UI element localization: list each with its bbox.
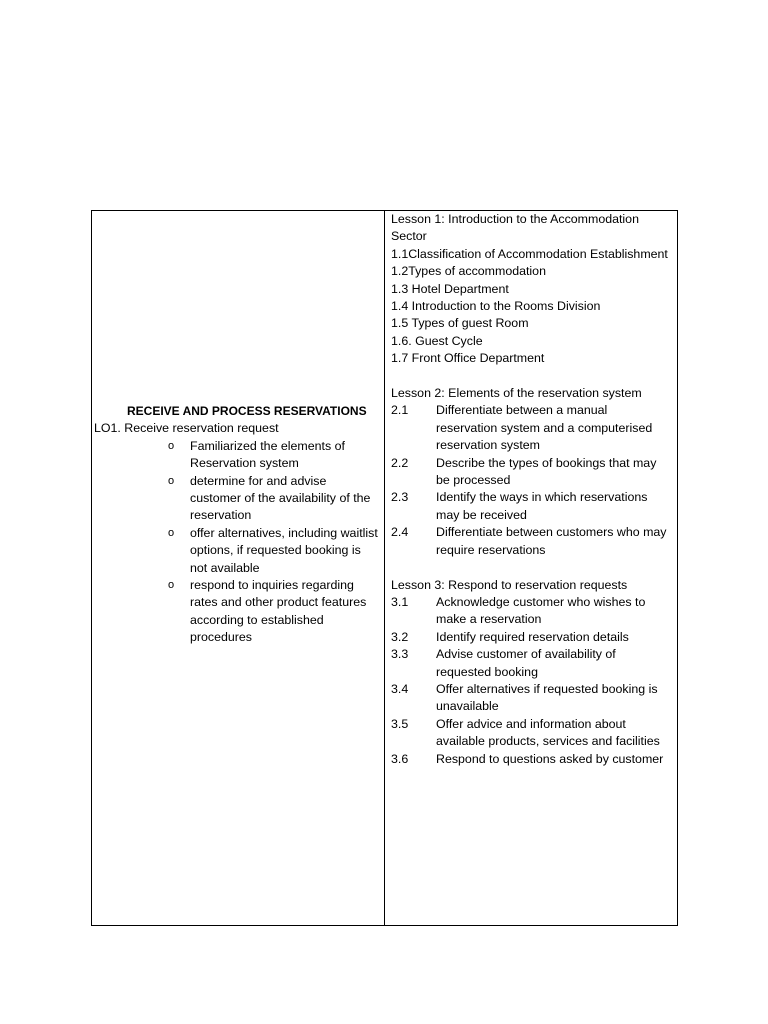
item-text: Offer alternatives if requested booking is unavailable bbox=[436, 681, 658, 714]
item-text: Differentiate between a manual reservation system and a computerised reservation system bbox=[436, 403, 653, 453]
bullet-text: determine for and advise customer of the availability of the reservation bbox=[190, 473, 371, 523]
item-text: Offer advice and information about available products, services and facilities bbox=[436, 716, 660, 749]
lesson-1-item: 1.2Types of accommodation bbox=[391, 264, 546, 279]
competency-content bbox=[94, 403, 380, 647]
lesson-1-item: 1.3 Hotel Department bbox=[391, 281, 509, 296]
competency-title: RECEIVE AND PROCESS RESERVATIONS bbox=[127, 404, 367, 418]
item-number: 2.2 bbox=[391, 455, 409, 470]
bullet-icon: o bbox=[168, 526, 175, 539]
bullet-icon: o bbox=[168, 579, 175, 592]
lesson-2-title: Lesson 2: Elements of the reservation system bbox=[391, 386, 642, 401]
item-text: Acknowledge customer who wishes to make a reservation bbox=[436, 594, 646, 627]
lesson-2-item bbox=[391, 524, 671, 559]
bullet-text: Familiarized the elements of Reservation system bbox=[190, 438, 345, 471]
lesson-3-title: Lesson 3: Respond to reservation requests bbox=[391, 577, 628, 592]
lesson-1-item: 1.6. Guest Cycle bbox=[391, 333, 483, 348]
item-number: 3.5 bbox=[391, 716, 409, 731]
item-text: Identify the ways in which reservations may be received bbox=[436, 490, 648, 522]
item-text: Differentiate between customers who may require reservations bbox=[436, 525, 667, 557]
item-number: 3.4 bbox=[391, 681, 409, 696]
item-number: 2.3 bbox=[391, 490, 409, 505]
lesson-3-item bbox=[391, 716, 671, 751]
list-item bbox=[94, 473, 380, 525]
bullet-text: offer alternatives, including waitlist options, if requested booking is not available bbox=[190, 525, 378, 575]
item-text: Identify required reservation details bbox=[436, 629, 629, 644]
bullet-icon: o bbox=[168, 474, 175, 487]
lesson-2-item bbox=[391, 489, 671, 524]
lesson-2-item bbox=[391, 402, 671, 454]
item-number: 2.1 bbox=[391, 403, 409, 418]
lesson-3 bbox=[391, 577, 671, 768]
lesson-2-item bbox=[391, 455, 671, 490]
item-text: Respond to questions asked by customer bbox=[436, 751, 664, 766]
item-number: 2.4 bbox=[391, 525, 409, 540]
lesson-1-item: 1.5 Types of guest Room bbox=[391, 316, 529, 331]
list-item bbox=[94, 577, 380, 647]
lesson-3-item bbox=[391, 681, 671, 716]
lesson-1-title: Lesson 1: Introduction to the Accommodation Sector bbox=[391, 212, 639, 244]
learning-outcome: LO1. Receive reservation request bbox=[94, 421, 279, 436]
lessons-column bbox=[385, 211, 677, 925]
competency-column bbox=[92, 211, 385, 925]
item-text: Advise customer of availability of requested booking bbox=[436, 647, 616, 679]
list-item bbox=[94, 438, 380, 473]
item-number: 3.6 bbox=[391, 751, 409, 766]
curriculum-table bbox=[91, 210, 678, 926]
lessons-content bbox=[391, 211, 671, 785]
lesson-1 bbox=[391, 211, 671, 368]
bullet-icon: o bbox=[168, 439, 175, 452]
list-item bbox=[94, 525, 380, 577]
lesson-3-item bbox=[391, 594, 671, 629]
item-number: 3.3 bbox=[391, 647, 409, 662]
item-number: 3.2 bbox=[391, 629, 409, 644]
lesson-3-item bbox=[391, 646, 671, 681]
lesson-2 bbox=[391, 385, 671, 559]
lesson-1-item: 1.1Classification of Accommodation Establishment bbox=[391, 246, 668, 261]
item-number: 3.1 bbox=[391, 594, 409, 609]
lesson-3-item bbox=[391, 751, 671, 768]
bullet-text: respond to inquiries regarding rates and other product features according to established procedures bbox=[190, 578, 367, 645]
lesson-1-item: 1.4 Introduction to the Rooms Division bbox=[391, 299, 601, 314]
lesson-3-item bbox=[391, 629, 671, 646]
item-text: Describe the types of bookings that may be processed bbox=[436, 455, 657, 488]
lesson-1-item: 1.7 Front Office Department bbox=[391, 351, 545, 366]
outcome-bullets bbox=[94, 438, 380, 647]
